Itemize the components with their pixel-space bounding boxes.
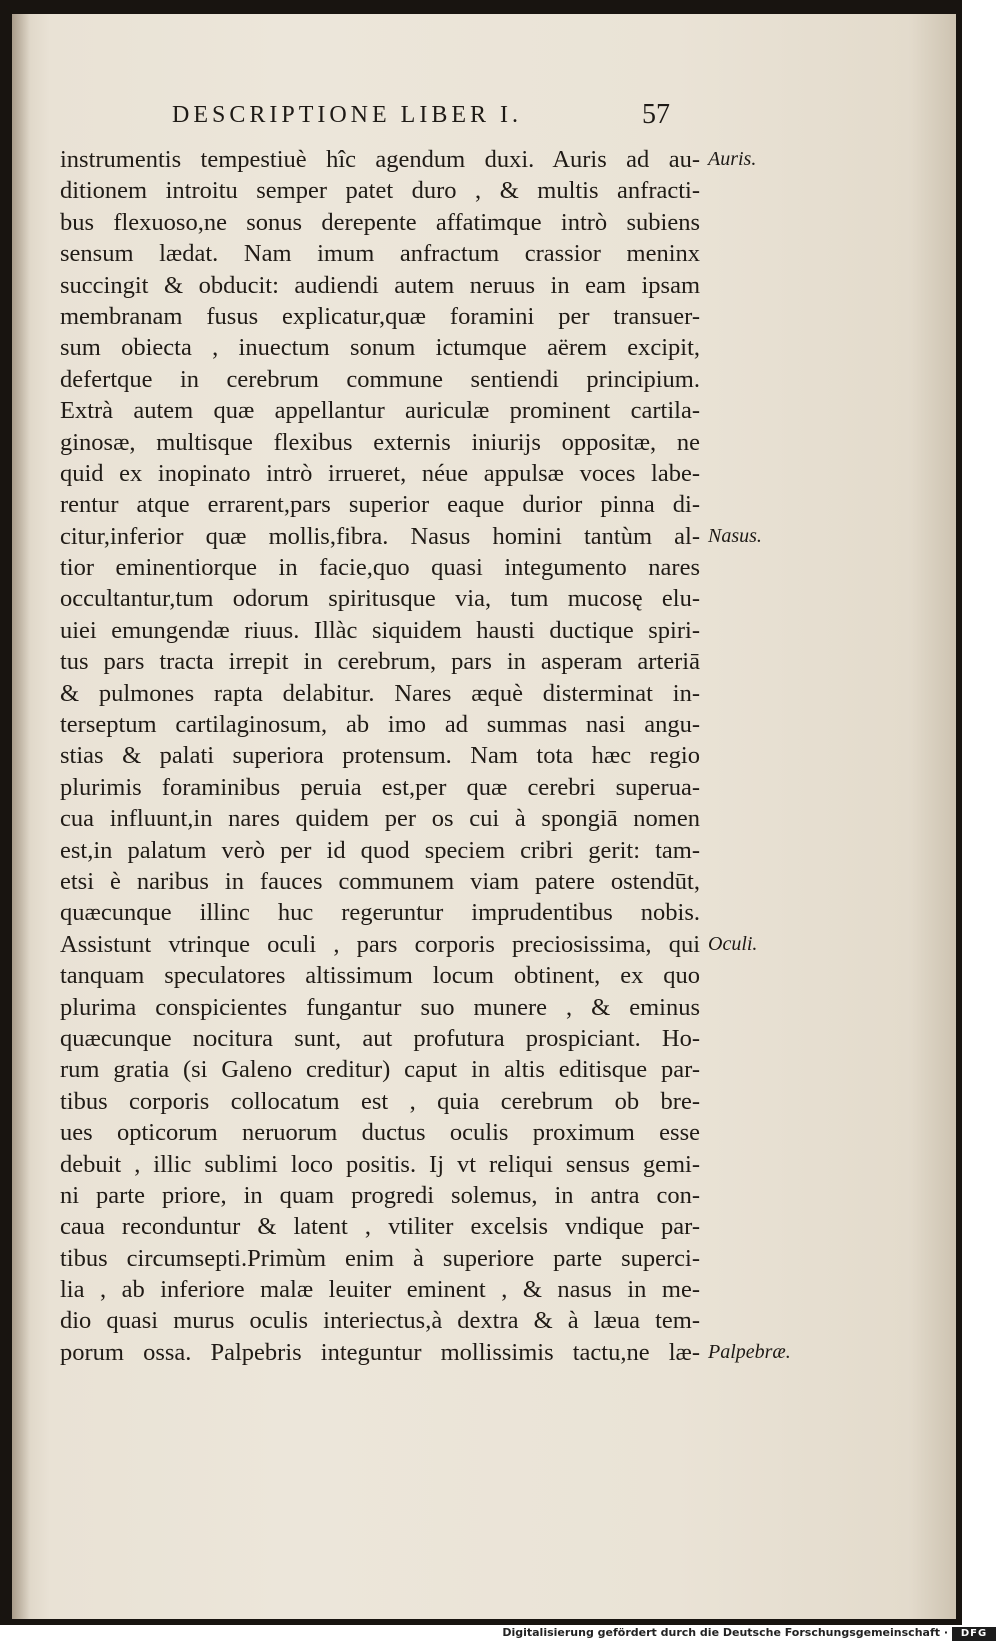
text-line: tus pars tracta irrepit in cerebrum, pars in asperam arteriā bbox=[60, 648, 700, 676]
text-line: quid ex inopinato intrò irrueret, néue appulsæ voces labe- bbox=[60, 459, 700, 487]
text-line: tibus corporis collocatum est , quia cerebrum ob bre- bbox=[60, 1087, 700, 1115]
text-line: rentur atque errarent,pars superior eaque durior pinna di- bbox=[60, 491, 700, 519]
text-line: ues opticorum neruorum ductus oculis proximum esse bbox=[60, 1119, 700, 1147]
text-line: etsi è naribus in fauces communem viam patere ostendūt, bbox=[60, 867, 700, 895]
text-line: cua influunt,in nares quidem per os cui à spongiā nomen bbox=[60, 805, 700, 833]
text-line: plurimis foraminibus peruia est,per quæ cerebri superua- bbox=[60, 773, 700, 801]
text-line: tanquam speculatores altissimum locum obtinent, ex quo bbox=[60, 962, 700, 990]
text-line: debuit , illic sublimi loco positis. Ij vt reliqui sensus gemi- bbox=[60, 1150, 700, 1178]
text-line: bus flexuoso,ne sonus derepente affatimque intrò subiens bbox=[60, 208, 700, 236]
text-line: succingit & obducit: audiendi autem neruus in eam ipsam bbox=[60, 271, 700, 299]
text-line: quæcunque nocitura sunt, aut profutura prospiciant. Ho- bbox=[60, 1024, 700, 1052]
book-page bbox=[12, 14, 956, 1619]
running-head-title: DESCRIPTIONE LIBER I. bbox=[172, 102, 522, 128]
text-line: & pulmones rapta delabitur. Nares æquè disterminat in- bbox=[60, 679, 700, 707]
text-line: plurima conspicientes fungantur suo munere , & eminus bbox=[60, 993, 700, 1021]
text-line: citur,inferior quæ mollis,fibra. Nasus homini tantùm al- bbox=[60, 522, 700, 550]
text-line: tibus circumsepti.Primùm enim à superiore parte superci- bbox=[60, 1244, 700, 1272]
text-line: stias & palati superiora protensum. Nam tota hæc regio bbox=[60, 742, 700, 770]
text-line: defertque in cerebrum commune sentiendi principium. bbox=[60, 365, 700, 393]
margin-note: Auris. bbox=[708, 148, 757, 170]
gutter-shadow bbox=[12, 14, 30, 1619]
text-line: occultantur,tum odorum spiritusque via, tum mucosę elu- bbox=[60, 585, 700, 613]
text-line: tior eminentiorque in facie,quo quasi integumento nares bbox=[60, 554, 700, 582]
page-number: 57 bbox=[642, 99, 670, 130]
text-line: dio quasi murus oculis interiectus,à dextra & à læua tem- bbox=[60, 1307, 700, 1335]
footer-credit: Digitalisierung gefördert durch die Deutsche Forschungsgemeinschaft · bbox=[502, 1626, 948, 1639]
text-line: membranam fusus explicatur,quæ foramini per transuer- bbox=[60, 302, 700, 330]
footer-bar bbox=[0, 1625, 1000, 1643]
text-line: Assistunt vtrinque oculi , pars corporis preciosissima, qui bbox=[60, 930, 700, 958]
margin-note: Oculi. bbox=[708, 933, 758, 955]
text-line: terseptum cartilaginosum, ab imo ad summas nasi angu- bbox=[60, 711, 700, 739]
text-line: Extrà autem quæ appellantur auriculæ prominent cartila- bbox=[60, 397, 700, 425]
text-line: uiei emungendæ riuus. Illàc siquidem hausti ductique spiri- bbox=[60, 616, 700, 644]
text-line: ginosæ, multisque flexibus externis iniurijs oppositæ, ne bbox=[60, 428, 700, 456]
text-line: sum obiecta , inuectum sonum ictumque aërem excipit, bbox=[60, 334, 700, 362]
text-line: ditionem introitu semper patet duro , & multis anfracti- bbox=[60, 177, 700, 205]
dfg-logo: DFG bbox=[952, 1627, 996, 1641]
text-line: sensum lædat. Nam imum anfractum crassior meninx bbox=[60, 240, 700, 268]
margin-note: Palpebræ. bbox=[708, 1341, 791, 1364]
text-line: lia , ab inferiore malæ leuiter eminent , & nasus in me- bbox=[60, 1276, 700, 1304]
running-head bbox=[12, 99, 956, 142]
text-line: rum gratia (si Galeno creditur) caput in altis editisque par- bbox=[60, 1056, 700, 1084]
text-line: quæcunque illinc huc regeruntur imprudentibus nobis. bbox=[60, 899, 700, 927]
text-line: porum ossa. Palpebris integuntur mollissimis tactu,ne læ- bbox=[60, 1338, 700, 1366]
text-line: caua reconduntur & latent , vtiliter excelsis vndique par- bbox=[60, 1213, 700, 1241]
text-line: instrumentis tempestiuè hîc agendum duxi. Auris ad au- bbox=[60, 146, 700, 173]
body-text bbox=[60, 144, 700, 1368]
text-line: ni parte priore, in quam progredi solemus, in antra con- bbox=[60, 1181, 700, 1209]
text-line: est,in palatum verò per id quod speciem cribri gerit: tam- bbox=[60, 836, 700, 864]
margin-note: Nasus. bbox=[708, 524, 762, 547]
